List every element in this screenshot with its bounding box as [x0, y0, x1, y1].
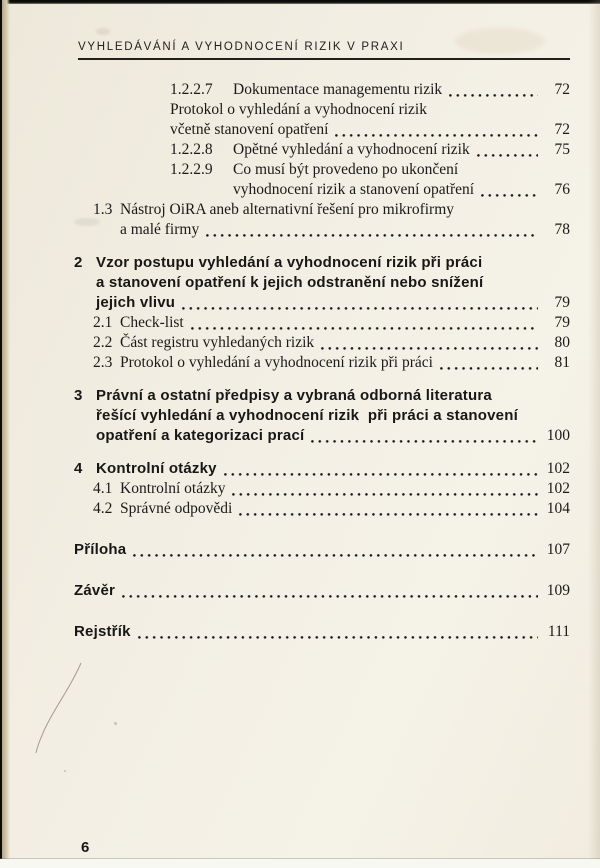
toc-entry — [74, 581, 570, 601]
paper-stain — [96, 28, 110, 35]
toc-line — [74, 622, 570, 642]
toc-page-number: 79 — [554, 314, 570, 331]
toc-line-text: jejich vlivu — [96, 294, 176, 311]
toc-entry-body — [120, 353, 570, 373]
toc-line — [120, 220, 570, 240]
toc-line-text: řešící vyhledání a vyhodnocení rizik při práci a stanovení — [96, 407, 518, 424]
dot-leader — [224, 473, 538, 476]
dot-leader — [311, 440, 538, 443]
toc-line-text: Právní a ostatní předpisy a vybraná odborná literatura — [96, 387, 492, 404]
toc-entry — [93, 353, 570, 373]
toc-entry-number: 1.2.2.9 — [170, 161, 213, 178]
toc-entry — [170, 100, 570, 140]
toc-entry-body — [120, 200, 570, 240]
toc-page-number: 80 — [554, 334, 570, 351]
toc-entry-body — [74, 622, 570, 642]
toc-line — [170, 100, 570, 120]
toc-entry — [74, 459, 570, 479]
toc-entry-body — [96, 459, 570, 479]
toc-line — [96, 386, 570, 406]
dot-leader — [481, 194, 538, 197]
toc-entry-number: 3 — [74, 387, 83, 404]
toc-entry-body — [74, 540, 570, 560]
toc-entry — [93, 479, 570, 499]
toc-page-number: 104 — [546, 500, 570, 517]
toc-line — [96, 459, 570, 479]
toc-entry — [93, 499, 570, 519]
toc-entry-number: 1.2.2.8 — [170, 141, 213, 158]
header-rule — [78, 58, 570, 60]
dot-leader — [321, 347, 538, 350]
toc-entry-body — [170, 100, 570, 140]
toc-entry-body — [120, 499, 570, 519]
dot-leader — [232, 493, 538, 496]
dot-leader — [239, 513, 538, 516]
toc-entry-number: 2.2 — [93, 334, 113, 351]
toc-line-text: Protokol o vyhledání a vyhodnocení rizik při práci — [120, 354, 433, 371]
toc-entry — [74, 253, 570, 313]
toc-line — [96, 273, 570, 293]
toc-line — [120, 333, 570, 353]
dot-leader — [182, 307, 538, 310]
toc-line-text: Vzor postupu vyhledání a vyhodnocení rizik při práci — [96, 254, 483, 271]
toc-entry-number: 1.3 — [93, 201, 113, 218]
toc-line-text: Příloha — [74, 541, 127, 558]
dot-leader — [477, 154, 538, 157]
toc-line — [120, 353, 570, 373]
toc-line — [120, 200, 570, 220]
scan-edge-right-shadow — [588, 0, 600, 868]
toc-line — [233, 140, 570, 160]
toc-line-text: a malé firmy — [120, 221, 200, 238]
toc-page-number: 107 — [546, 541, 570, 558]
toc-line-text: Kontrolní otázky — [120, 480, 226, 497]
toc-line-text: Check-list — [120, 314, 184, 331]
toc-entry — [170, 80, 570, 100]
dot-leader — [122, 595, 538, 598]
toc-page-number: 76 — [554, 181, 570, 198]
toc-page-number: 102 — [546, 460, 570, 477]
dot-leader — [138, 636, 538, 639]
dot-leader — [206, 234, 538, 237]
dot-leader — [449, 94, 538, 97]
toc-page-number: 102 — [546, 480, 570, 497]
dot-leader — [335, 134, 538, 137]
toc-page-number: 81 — [554, 354, 570, 371]
toc-entry-number: 4.2 — [93, 500, 113, 517]
paper-speck — [114, 722, 117, 725]
toc-entry-number: 4.1 — [93, 480, 113, 497]
toc-line-text: Rejstřík — [74, 623, 131, 640]
toc-page-number: 75 — [554, 141, 570, 158]
toc-entry-number: 1.2.2.7 — [170, 81, 213, 98]
toc-entry-body — [233, 160, 570, 200]
toc-page-number: 72 — [554, 81, 570, 98]
toc-line — [233, 180, 570, 200]
toc-line-text: Kontrolní otázky — [96, 460, 217, 477]
toc-entry-body — [120, 479, 570, 499]
scan-edge-bottom — [0, 859, 600, 868]
toc-entry-number: 2.1 — [93, 314, 113, 331]
toc-line — [120, 499, 570, 519]
toc-line — [74, 581, 570, 601]
toc-entry-body — [96, 386, 570, 446]
toc-page-number: 72 — [554, 121, 570, 138]
toc-line — [74, 540, 570, 560]
toc-entry-body — [120, 333, 570, 353]
table-of-contents — [0, 80, 570, 642]
toc-line — [233, 80, 570, 100]
toc-line — [96, 253, 570, 273]
toc-line — [120, 479, 570, 499]
toc-entry — [74, 622, 570, 642]
toc-entry-body — [233, 140, 570, 160]
toc-page-number: 111 — [547, 623, 570, 640]
dot-leader — [440, 367, 538, 370]
toc-line — [233, 160, 570, 180]
paper-speck — [64, 770, 66, 772]
toc-entry — [170, 140, 570, 160]
toc-entry — [93, 200, 570, 240]
toc-line-text: Opětné vyhledání a vyhodnocení rizik — [233, 141, 470, 158]
toc-line-text: vyhodnocení rizik a stanovení opatření — [233, 181, 475, 198]
toc-page-number: 109 — [546, 582, 570, 599]
toc-entry — [93, 333, 570, 353]
toc-line — [96, 293, 570, 313]
toc-line-text: opatření a kategorizaci prací — [96, 427, 305, 444]
toc-entry-body — [120, 313, 570, 333]
running-header: VYHLEDÁVÁNÍ A VYHODNOCENÍ RIZIK V PRAXI — [78, 41, 405, 53]
toc-line — [170, 120, 570, 140]
toc-entry-body — [74, 581, 570, 601]
dot-leader — [133, 554, 538, 557]
toc-page-number: 100 — [546, 427, 570, 444]
toc-line-text: Protokol o vyhledání a vyhodnocení rizik — [170, 101, 427, 118]
toc-entry — [170, 160, 570, 200]
toc-entry — [74, 386, 570, 446]
toc-line-text: a stanovení opatření k jejich odstranění nebo snížení — [96, 274, 484, 291]
toc-line-text: Závěr — [74, 582, 116, 599]
toc-line-text: Dokumentace managementu rizik — [233, 81, 443, 98]
toc-entry — [93, 313, 570, 333]
toc-entry-body — [233, 80, 570, 100]
scan-edge-top — [0, 0, 600, 4]
toc-line-text: Část registru vyhledaných rizik — [120, 334, 315, 351]
toc-line-text: Nástroj OiRA aneb alternativní řešení pro mikrofirmy — [120, 201, 455, 218]
toc-entry-number: 2.3 — [93, 354, 113, 371]
toc-line-text: včetně stanovení opatření — [170, 121, 329, 138]
toc-line-text: Správné odpovědi — [120, 500, 233, 517]
dot-leader — [191, 327, 538, 330]
toc-page-number: 78 — [554, 221, 570, 238]
toc-line — [120, 313, 570, 333]
toc-entry-number: 4 — [74, 460, 83, 477]
footer-page-number: 6 — [81, 839, 90, 856]
toc-entry — [74, 540, 570, 560]
toc-entry-body — [96, 253, 570, 313]
toc-page-number: 79 — [554, 294, 570, 311]
toc-line-text: Co musí být provedeno po ukončení — [233, 161, 459, 178]
toc-entry-number: 2 — [74, 254, 83, 271]
toc-line — [96, 426, 570, 446]
paper-stain — [455, 28, 545, 54]
toc-line — [96, 406, 570, 426]
